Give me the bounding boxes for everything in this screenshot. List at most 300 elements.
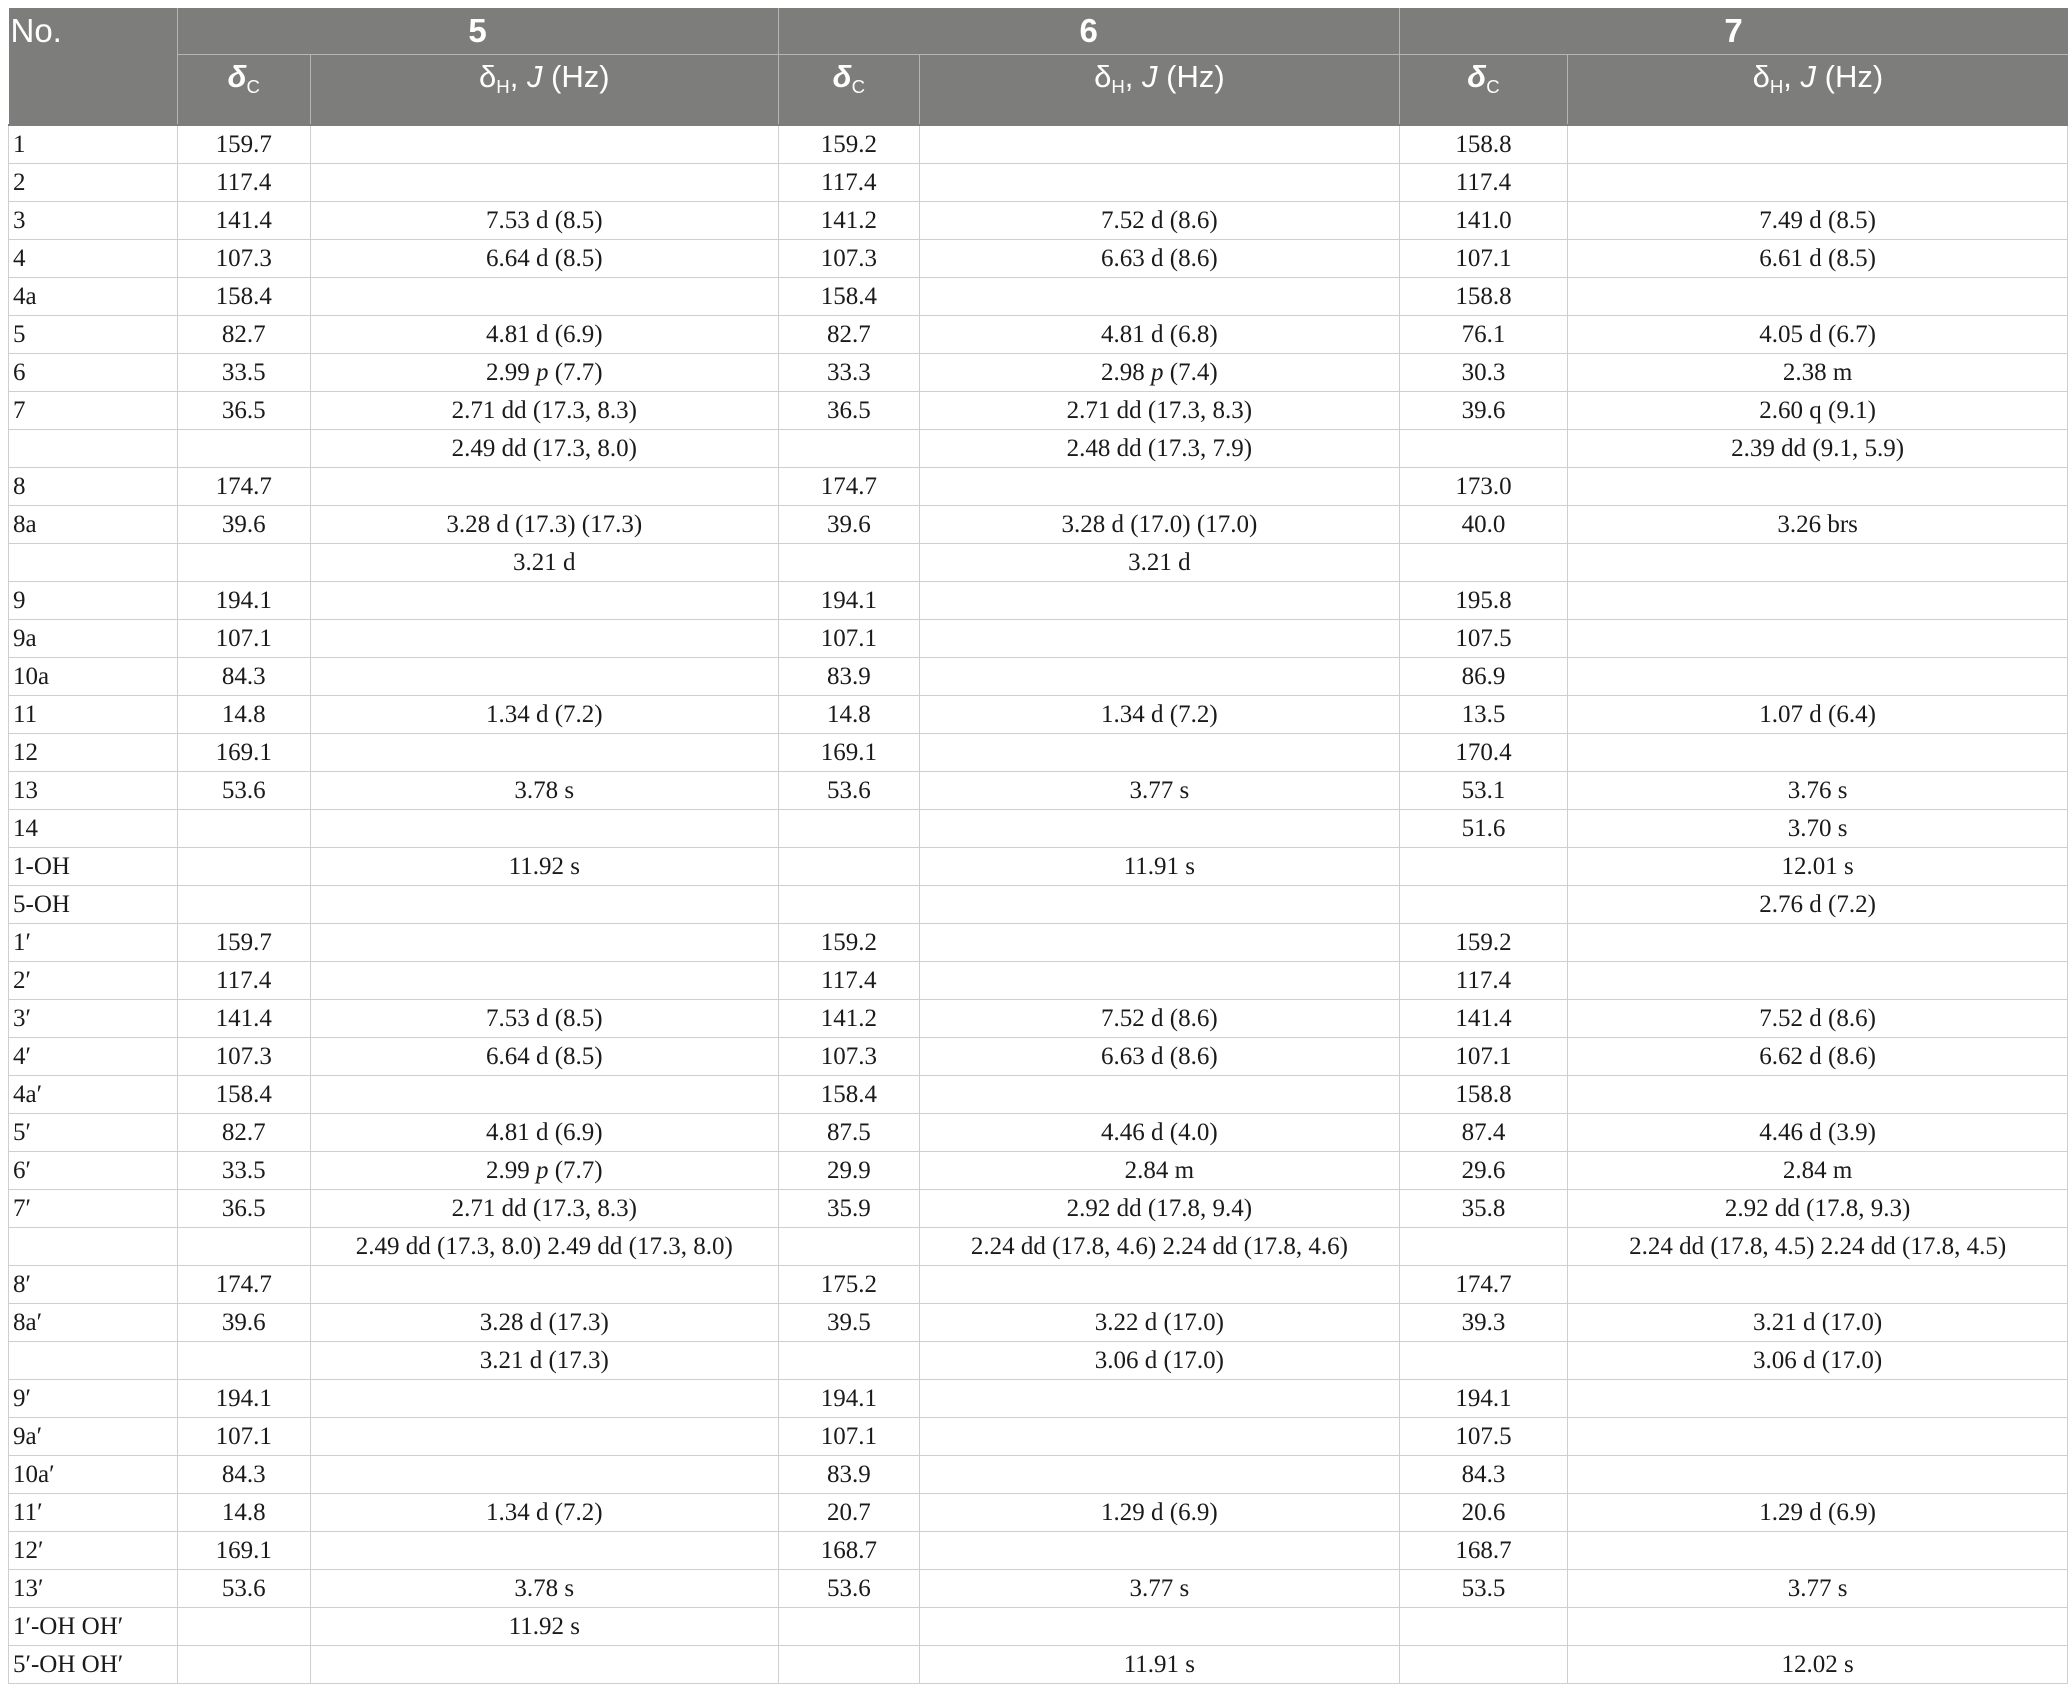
cell-delta-h-6: 1.34 d (7.2) [920,696,1400,734]
cell-delta-h-7 [1568,620,2068,658]
cell-position: 12 [9,734,178,772]
cell-delta-c-6: 53.6 [778,1570,919,1608]
cell-delta-h-5: 3.28 d (17.3) [311,1304,779,1342]
cell-position: 3′ [9,1000,178,1038]
delta-c-symbol: δ [832,59,852,94]
cell-delta-c-5: 39.6 [177,1304,310,1342]
cell-delta-c-7: 40.0 [1399,506,1568,544]
cell-delta-h-6: 4.81 d (6.8) [920,316,1400,354]
cell-position: 1′ [9,924,178,962]
table-row [9,1000,2068,1038]
cell-delta-c-6 [778,1228,919,1266]
cell-position: 8′ [9,1266,178,1304]
cell-delta-h-7 [1568,164,2068,202]
cell-delta-c-6 [778,544,919,582]
table-row [9,734,2068,772]
cell-delta-h-5: 2.49 dd (17.3, 8.0) [311,430,779,468]
table-row [9,202,2068,240]
cell-delta-c-7: 141.0 [1399,202,1568,240]
cell-delta-h-5 [311,582,779,620]
cell-delta-c-7: 174.7 [1399,1266,1568,1304]
cell-delta-c-5: 141.4 [177,202,310,240]
cell-position: 13′ [9,1570,178,1608]
cell-delta-h-6: 2.24 dd (17.8, 4.6) 2.24 dd (17.8, 4.6) [920,1228,1400,1266]
cell-delta-h-7: 1.29 d (6.9) [1568,1494,2068,1532]
table-row [9,1190,2068,1228]
table-row [9,506,2068,544]
table-row [9,125,2068,164]
cell-delta-h-6 [920,278,1400,316]
cell-delta-c-6 [778,1608,919,1646]
cell-delta-h-5 [311,810,779,848]
table-row [9,1038,2068,1076]
cell-delta-h-5: 2.71 dd (17.3, 8.3) [311,392,779,430]
cell-delta-c-5: 159.7 [177,924,310,962]
table-row [9,240,2068,278]
cell-delta-c-7 [1399,430,1568,468]
cell-delta-c-7 [1399,1228,1568,1266]
cell-delta-h-6: 6.63 d (8.6) [920,240,1400,278]
cell-delta-h-6 [920,1418,1400,1456]
cell-position: 9′ [9,1380,178,1418]
table-row [9,354,2068,392]
cell-delta-h-7: 3.26 brs [1568,506,2068,544]
cell-delta-h-5 [311,468,779,506]
cell-position: 6 [9,354,178,392]
table-row [9,164,2068,202]
cell-delta-h-6 [920,1076,1400,1114]
cell-delta-h-5 [311,1646,779,1684]
table-row [9,392,2068,430]
cell-delta-h-6 [920,164,1400,202]
delta-c-symbol: δ [227,59,247,94]
cell-delta-c-6: 117.4 [778,962,919,1000]
cell-position: 4a′ [9,1076,178,1114]
nmr-data-table [8,8,2068,1684]
cell-position: 13 [9,772,178,810]
cell-delta-c-6: 83.9 [778,658,919,696]
cell-delta-c-5: 14.8 [177,696,310,734]
cell-delta-c-7: 107.5 [1399,1418,1568,1456]
delta-c-subscript: C [1486,76,1500,97]
cell-delta-h-7: 2.76 d (7.2) [1568,886,2068,924]
cell-delta-c-6: 107.3 [778,240,919,278]
cell-delta-c-7: 39.6 [1399,392,1568,430]
table-row [9,1304,2068,1342]
cell-delta-c-5 [177,1228,310,1266]
cell-delta-c-6: 159.2 [778,924,919,962]
cell-delta-h-5 [311,620,779,658]
cell-position: 4′ [9,1038,178,1076]
cell-delta-h-5 [311,164,779,202]
cell-position: 14 [9,810,178,848]
table-row [9,1532,2068,1570]
cell-delta-h-6: 1.29 d (6.9) [920,1494,1400,1532]
cell-delta-c-7: 107.5 [1399,620,1568,658]
table-row [9,924,2068,962]
cell-delta-h-6: 6.63 d (8.6) [920,1038,1400,1076]
cell-delta-c-5: 53.6 [177,1570,310,1608]
cell-delta-c-5: 194.1 [177,1380,310,1418]
cell-position: 8 [9,468,178,506]
cell-delta-c-6: 82.7 [778,316,919,354]
compound-header-7: 7 [1399,8,2067,55]
cell-delta-h-6: 7.52 d (8.6) [920,202,1400,240]
cell-position: 7′ [9,1190,178,1228]
cell-delta-c-6: 175.2 [778,1266,919,1304]
cell-delta-c-7: 107.1 [1399,240,1568,278]
cell-delta-c-6: 29.9 [778,1152,919,1190]
cell-position: 5′-OH OH′ [9,1646,178,1684]
cell-delta-h-7 [1568,468,2068,506]
cell-delta-h-6: 3.77 s [920,772,1400,810]
cell-delta-h-7: 2.92 dd (17.8, 9.3) [1568,1190,2068,1228]
cell-delta-c-6: 158.4 [778,1076,919,1114]
cell-delta-c-5: 84.3 [177,658,310,696]
cell-delta-c-7: 86.9 [1399,658,1568,696]
cell-delta-h-5: 3.78 s [311,1570,779,1608]
delta-c-subscript: C [246,76,260,97]
cell-position: 11′ [9,1494,178,1532]
cell-delta-h-5: 11.92 s [311,1608,779,1646]
cell-delta-c-6 [778,430,919,468]
cell-delta-h-7 [1568,1266,2068,1304]
cell-delta-h-6: 11.91 s [920,1646,1400,1684]
cell-delta-c-5: 84.3 [177,1456,310,1494]
cell-delta-h-5 [311,886,779,924]
cell-delta-h-6: 11.91 s [920,848,1400,886]
cell-delta-h-6 [920,125,1400,164]
cell-position: 1′-OH OH′ [9,1608,178,1646]
cell-delta-h-7 [1568,278,2068,316]
cell-delta-h-5: 3.21 d [311,544,779,582]
cell-position [9,430,178,468]
cell-delta-h-7: 12.02 s [1568,1646,2068,1684]
cell-delta-c-5: 174.7 [177,1266,310,1304]
cell-delta-c-6: 158.4 [778,278,919,316]
multiplicity-italic: p [535,1156,549,1184]
delta-c-subscript: C [851,76,865,97]
table-row [9,810,2068,848]
cell-delta-c-7 [1399,1342,1568,1380]
cell-delta-h-7 [1568,1608,2068,1646]
nmr-data-table-container [8,8,2068,1684]
delta-h-header-5 [311,55,779,126]
cell-delta-c-7: 170.4 [1399,734,1568,772]
cell-delta-h-6: 2.92 dd (17.8, 9.4) [920,1190,1400,1228]
cell-delta-h-5 [311,734,779,772]
cell-delta-c-6 [778,848,919,886]
delta-h-symbol: δ [1094,59,1112,94]
table-row [9,1456,2068,1494]
cell-delta-c-5 [177,1646,310,1684]
delta-c-header-7 [1399,55,1568,126]
cell-delta-c-7 [1399,1608,1568,1646]
cell-delta-h-5 [311,125,779,164]
cell-position: 1 [9,125,178,164]
cell-position [9,1228,178,1266]
cell-position [9,1342,178,1380]
cell-delta-h-5 [311,278,779,316]
cell-delta-h-5: 11.92 s [311,848,779,886]
cell-delta-h-7: 7.49 d (8.5) [1568,202,2068,240]
table-row [9,1114,2068,1152]
cell-delta-c-6: 14.8 [778,696,919,734]
cell-delta-c-5: 39.6 [177,506,310,544]
cell-position: 7 [9,392,178,430]
table-row [9,544,2068,582]
cell-delta-h-5 [311,1418,779,1456]
table-row [9,1266,2068,1304]
cell-position: 10a′ [9,1456,178,1494]
cell-delta-h-7: 6.61 d (8.5) [1568,240,2068,278]
compound-header-6: 6 [778,8,1399,55]
table-row [9,620,2068,658]
cell-delta-h-7 [1568,125,2068,164]
table-row [9,1608,2068,1646]
cell-position: 2 [9,164,178,202]
cell-delta-c-7: 39.3 [1399,1304,1568,1342]
table-row [9,316,2068,354]
cell-delta-h-7 [1568,658,2068,696]
table-row [9,696,2068,734]
cell-delta-c-5: 141.4 [177,1000,310,1038]
cell-delta-h-7 [1568,1380,2068,1418]
coupling-j-symbol: J [526,59,543,94]
coupling-unit: (Hz) [1157,59,1225,94]
table-row [9,582,2068,620]
cell-delta-c-5: 36.5 [177,392,310,430]
cell-delta-h-5 [311,962,779,1000]
cell-delta-c-5: 158.4 [177,1076,310,1114]
cell-delta-h-6 [920,620,1400,658]
cell-delta-c-7: 30.3 [1399,354,1568,392]
cell-delta-h-7: 6.62 d (8.6) [1568,1038,2068,1076]
cell-delta-c-5: 107.1 [177,1418,310,1456]
cell-delta-c-7: 168.7 [1399,1532,1568,1570]
cell-delta-h-7: 4.46 d (3.9) [1568,1114,2068,1152]
cell-delta-h-5 [311,924,779,962]
cell-delta-h-6 [920,1532,1400,1570]
cell-delta-h-6 [920,810,1400,848]
cell-delta-h-5: 6.64 d (8.5) [311,1038,779,1076]
cell-delta-c-5: 117.4 [177,962,310,1000]
cell-delta-c-5 [177,1608,310,1646]
cell-delta-c-6: 39.5 [778,1304,919,1342]
cell-delta-h-6: 3.21 d [920,544,1400,582]
cell-delta-h-6: 2.84 m [920,1152,1400,1190]
cell-delta-c-6: 39.6 [778,506,919,544]
cell-delta-h-5 [311,1266,779,1304]
cell-delta-c-7 [1399,848,1568,886]
cell-delta-c-5 [177,544,310,582]
cell-position: 8a [9,506,178,544]
table-row [9,1152,2068,1190]
cell-delta-h-6 [920,1608,1400,1646]
header-row-compounds [9,8,2068,55]
cell-delta-c-6: 141.2 [778,202,919,240]
table-row [9,468,2068,506]
cell-delta-c-6: 107.1 [778,620,919,658]
cell-delta-c-6: 107.3 [778,1038,919,1076]
delta-h-header-7 [1568,55,2068,126]
cell-delta-h-7 [1568,962,2068,1000]
cell-position: 12′ [9,1532,178,1570]
cell-delta-c-5 [177,848,310,886]
delta-c-symbol: δ [1467,59,1487,94]
cell-delta-h-7: 3.77 s [1568,1570,2068,1608]
cell-delta-c-6: 174.7 [778,468,919,506]
cell-position: 3 [9,202,178,240]
cell-delta-c-7: 87.4 [1399,1114,1568,1152]
cell-delta-c-7 [1399,544,1568,582]
cell-delta-h-6: 7.52 d (8.6) [920,1000,1400,1038]
delta-h-subscript: H [496,76,510,97]
cell-delta-c-7: 158.8 [1399,1076,1568,1114]
cell-position: 10a [9,658,178,696]
cell-delta-c-6: 159.2 [778,125,919,164]
cell-delta-h-6 [920,924,1400,962]
cell-delta-h-5: 2.49 dd (17.3, 8.0) 2.49 dd (17.3, 8.0) [311,1228,779,1266]
cell-delta-h-6 [920,658,1400,696]
delta-h-separator: , [509,59,527,94]
cell-delta-c-5: 194.1 [177,582,310,620]
cell-delta-c-7: 53.1 [1399,772,1568,810]
cell-delta-h-7 [1568,734,2068,772]
cell-delta-c-6: 169.1 [778,734,919,772]
cell-delta-c-5 [177,1342,310,1380]
cell-position: 5-OH [9,886,178,924]
cell-delta-h-6: 3.22 d (17.0) [920,1304,1400,1342]
cell-delta-c-6: 117.4 [778,164,919,202]
cell-position: 6′ [9,1152,178,1190]
cell-delta-h-7: 7.52 d (8.6) [1568,1000,2068,1038]
cell-delta-h-5: 2.99 p (7.7) [311,1152,779,1190]
cell-delta-h-6 [920,1380,1400,1418]
cell-delta-c-5: 117.4 [177,164,310,202]
table-row [9,278,2068,316]
cell-delta-h-7: 1.07 d (6.4) [1568,696,2068,734]
cell-delta-c-5: 169.1 [177,1532,310,1570]
cell-delta-c-6: 194.1 [778,1380,919,1418]
cell-delta-h-5: 6.64 d (8.5) [311,240,779,278]
cell-delta-c-5: 82.7 [177,1114,310,1152]
cell-delta-h-5 [311,1076,779,1114]
cell-delta-h-5: 1.34 d (7.2) [311,696,779,734]
table-row [9,848,2068,886]
delta-h-symbol: δ [1752,59,1770,94]
cell-delta-c-5: 36.5 [177,1190,310,1228]
cell-delta-c-5: 33.5 [177,354,310,392]
cell-delta-h-6: 3.77 s [920,1570,1400,1608]
cell-delta-h-6: 2.71 dd (17.3, 8.3) [920,392,1400,430]
cell-delta-h-7 [1568,1532,2068,1570]
cell-delta-h-5 [311,658,779,696]
cell-delta-c-5: 158.4 [177,278,310,316]
cell-delta-c-5: 169.1 [177,734,310,772]
cell-position: 9a′ [9,1418,178,1456]
cell-delta-c-7: 107.1 [1399,1038,1568,1076]
delta-h-subscript: H [1769,76,1784,97]
cell-delta-c-5: 107.3 [177,1038,310,1076]
cell-position: 2′ [9,962,178,1000]
cell-position: 9a [9,620,178,658]
delta-c-header-5 [177,55,310,126]
cell-delta-h-6 [920,962,1400,1000]
cell-delta-h-5: 3.28 d (17.3) (17.3) [311,506,779,544]
cell-delta-c-5 [177,430,310,468]
cell-delta-h-5: 3.21 d (17.3) [311,1342,779,1380]
cell-delta-c-7: 117.4 [1399,962,1568,1000]
cell-delta-h-6 [920,1456,1400,1494]
cell-delta-c-6 [778,1646,919,1684]
cell-delta-c-7: 51.6 [1399,810,1568,848]
cell-delta-c-5: 174.7 [177,468,310,506]
cell-delta-h-5: 2.71 dd (17.3, 8.3) [311,1190,779,1228]
cell-delta-h-6 [920,886,1400,924]
cell-delta-h-7: 3.06 d (17.0) [1568,1342,2068,1380]
table-row [9,1418,2068,1456]
cell-delta-c-6: 35.9 [778,1190,919,1228]
table-row [9,962,2068,1000]
multiplicity-italic: p [535,358,549,386]
table-row [9,1380,2068,1418]
cell-position: 5′ [9,1114,178,1152]
coupling-j-symbol: J [1800,59,1817,94]
cell-delta-h-5: 1.34 d (7.2) [311,1494,779,1532]
cell-delta-h-7: 2.38 m [1568,354,2068,392]
cell-delta-h-7: 3.70 s [1568,810,2068,848]
cell-delta-h-7: 2.39 dd (9.1, 5.9) [1568,430,2068,468]
cell-delta-h-5: 3.78 s [311,772,779,810]
cell-delta-h-7 [1568,1076,2068,1114]
cell-position: 1-OH [9,848,178,886]
cell-delta-c-7 [1399,886,1568,924]
cell-delta-c-7: 29.6 [1399,1152,1568,1190]
table-row [9,1646,2068,1684]
cell-delta-c-6: 168.7 [778,1532,919,1570]
coupling-unit: (Hz) [542,59,610,94]
cell-delta-c-5 [177,886,310,924]
cell-delta-c-7: 20.6 [1399,1494,1568,1532]
delta-h-symbol: δ [479,59,497,94]
cell-delta-c-6 [778,886,919,924]
cell-delta-h-7: 2.60 q (9.1) [1568,392,2068,430]
cell-delta-h-5: 4.81 d (6.9) [311,1114,779,1152]
cell-delta-c-6: 107.1 [778,1418,919,1456]
cell-delta-h-6 [920,1266,1400,1304]
cell-delta-h-7: 2.24 dd (17.8, 4.5) 2.24 dd (17.8, 4.5) [1568,1228,2068,1266]
cell-delta-c-7: 195.8 [1399,582,1568,620]
cell-delta-h-7 [1568,582,2068,620]
cell-delta-h-5: 4.81 d (6.9) [311,316,779,354]
table-row [9,1494,2068,1532]
table-row [9,886,2068,924]
cell-delta-c-5: 53.6 [177,772,310,810]
cell-delta-c-6: 20.7 [778,1494,919,1532]
cell-delta-h-7: 3.21 d (17.0) [1568,1304,2068,1342]
cell-delta-h-6 [920,734,1400,772]
coupling-j-symbol: J [1142,59,1158,94]
cell-delta-h-6: 2.48 dd (17.3, 7.9) [920,430,1400,468]
cell-delta-c-6: 141.2 [778,1000,919,1038]
cell-delta-h-7 [1568,1418,2068,1456]
coupling-unit: (Hz) [1816,59,1884,94]
cell-delta-c-6: 53.6 [778,772,919,810]
cell-delta-c-7: 159.2 [1399,924,1568,962]
cell-delta-h-6 [920,582,1400,620]
table-row [9,430,2068,468]
